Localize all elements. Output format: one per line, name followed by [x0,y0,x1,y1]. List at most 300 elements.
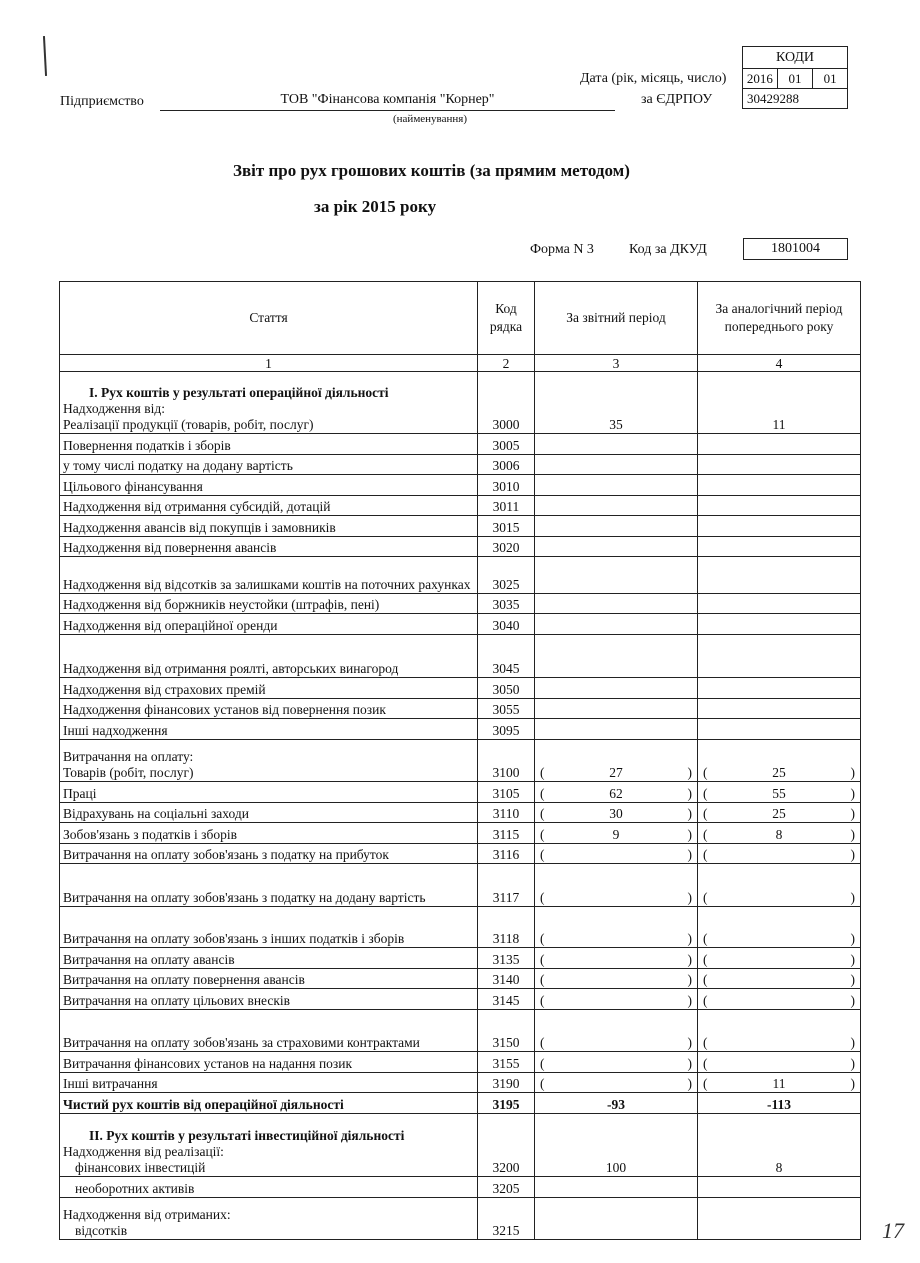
row-code: 3190 [478,1073,535,1093]
close-paren: ) [687,847,692,862]
parenthesized-value [701,890,857,906]
article-cell [60,1052,478,1073]
article-text: необоротних активів [75,1181,195,1196]
dkud-code: 1801004 [743,238,848,260]
dkud-label: Код за ДКУД [629,242,707,257]
previous-value-cell [698,864,861,907]
article-text: Чистий рух коштів від операційної діяльності [63,1097,344,1112]
previous-value-cell [698,803,861,823]
article-text: Зобов'язань з податків і зборів [63,827,237,842]
article-text: Повернення податків і зборів [63,438,231,453]
report-subtitle: за рік 2015 року [314,197,437,216]
open-paren: ( [540,847,545,862]
close-paren: ) [850,847,855,862]
article-text: Витрачання на оплату зобов'язань з податку на додану вартість [63,890,426,905]
close-paren: ) [850,1056,855,1071]
current-value-cell [535,803,698,823]
parenthesized-value [538,1035,694,1051]
open-paren: ( [703,952,708,967]
table-row [60,678,861,699]
open-paren: ( [703,931,708,946]
article-cell [60,948,478,969]
parenthesized-value [701,972,857,988]
article-text: фінансових інвестицій [75,1160,206,1175]
table-row [60,1198,861,1240]
row-code: 3155 [478,1052,535,1073]
row-code: 3006 [478,455,535,475]
close-paren: ) [687,952,692,967]
cash-flow-table [59,281,861,1240]
article-text: Відрахувань на соціальні заходи [63,806,249,821]
article-text: Витрачання на оплату зобов'язань з інших податків і зборів [63,931,405,946]
current-value-cell [535,948,698,969]
parenthesized-value [701,1076,857,1092]
article-cell [60,782,478,803]
row-code: 3095 [478,719,535,740]
row-code: 3055 [478,699,535,719]
article-text: Надходження авансів від покупців і замовників [63,520,336,535]
previous-value-cell [698,740,861,782]
open-paren: ( [540,890,545,905]
article-cell [60,719,478,740]
article-cell [60,557,478,594]
row-code: 3000 [478,372,535,434]
table-row [60,614,861,635]
col-number: 3 [535,355,698,372]
open-paren: ( [540,827,545,842]
parenthesized-value [538,806,694,822]
table-row [60,1073,861,1093]
table-row [60,516,861,537]
close-paren: ) [850,890,855,905]
open-paren: ( [540,993,545,1008]
parenthesized-value [701,931,857,947]
article-cell [60,537,478,557]
parenthesized-value [538,993,694,1009]
current-value-cell [535,557,698,594]
table-row [60,372,861,434]
parenthesized-value [701,765,857,781]
article-cell [60,1073,478,1093]
report-title: Звіт про рух грошових коштів (за прямим методом) [233,161,630,180]
open-paren: ( [703,1076,708,1091]
open-paren: ( [540,972,545,987]
article-cell [60,1114,478,1177]
article-text: Надходження від відсотків за залишками коштів на поточних рахунках [63,577,471,592]
parenthesized-value [538,972,694,988]
table-row [60,594,861,614]
current-value-cell [535,1073,698,1093]
open-paren: ( [540,1076,545,1091]
article-text: Надходження від страхових премій [63,682,266,697]
table-row [60,1010,861,1052]
open-paren: ( [540,1056,545,1071]
open-paren: ( [540,765,545,780]
table-row [60,948,861,969]
parenthesized-value [701,847,857,863]
parenthesized-value [538,890,694,906]
close-paren: ) [850,931,855,946]
open-paren: ( [703,806,708,821]
article-text: Витрачання на оплату: [63,749,194,764]
previous-value: 11 [772,1076,786,1091]
close-paren: ) [850,786,855,801]
row-code: 3050 [478,678,535,699]
article-text: Надходження від повернення авансів [63,540,277,555]
table-row [60,864,861,907]
table-row [60,1093,861,1114]
codes-title: КОДИ [743,47,847,69]
article-text: Інші витрачання [63,1076,158,1091]
close-paren: ) [687,1076,692,1091]
edrpou-code: 30429288 [747,91,799,106]
row-code: 3005 [478,434,535,455]
table-row [60,740,861,782]
article-cell [60,614,478,635]
article-text: Надходження від операційної оренди [63,618,278,633]
article-text: Витрачання на оплату повернення авансів [63,972,305,987]
article-cell [60,635,478,678]
open-paren: ( [540,931,545,946]
current-value-cell [535,719,698,740]
table-row [60,635,861,678]
row-code: 3195 [478,1093,535,1114]
parenthesized-value [538,952,694,968]
header-current: За звітний період [535,282,698,355]
close-paren: ) [687,765,692,780]
parenthesized-value [538,847,694,863]
previous-value-cell [698,678,861,699]
previous-value-cell: 11 [698,372,861,434]
close-paren: ) [850,972,855,987]
row-code: 3118 [478,907,535,948]
open-paren: ( [703,827,708,842]
table-row [60,823,861,844]
form-label: Форма N 3 [530,242,594,257]
article-cell [60,455,478,475]
close-paren: ) [687,993,692,1008]
row-code: 3205 [478,1177,535,1198]
enterprise-label: Підприємство [60,94,144,109]
previous-value-cell [698,455,861,475]
current-value: 27 [609,765,623,780]
header-code: Код рядка [478,282,535,355]
date-year: 2016 [743,69,778,88]
row-code: 3215 [478,1198,535,1240]
open-paren: ( [703,847,708,862]
current-value-cell [535,1010,698,1052]
row-code: 3116 [478,844,535,864]
close-paren: ) [850,765,855,780]
row-code: 3150 [478,1010,535,1052]
open-paren: ( [703,1056,708,1071]
open-paren: ( [540,1035,545,1050]
col-number: 1 [60,355,478,372]
previous-value-cell [698,516,861,537]
previous-value-cell [698,782,861,803]
close-paren: ) [850,952,855,967]
parenthesized-value [701,993,857,1009]
article-cell [60,1093,478,1114]
row-code: 3200 [478,1114,535,1177]
close-paren: ) [850,1076,855,1091]
article-text: Надходження від отриманих: [63,1207,231,1222]
article-cell [60,475,478,496]
parenthesized-value [701,1035,857,1051]
previous-value-cell [698,496,861,516]
previous-value-cell [698,719,861,740]
open-paren: ( [703,972,708,987]
current-value-cell [535,434,698,455]
article-text: Реалізації продукції (товарів, робіт, послуг) [63,417,314,432]
row-code: 3040 [478,614,535,635]
article-cell [60,969,478,989]
article-text: у тому числі податку на додану вартість [63,458,293,473]
open-paren: ( [703,1035,708,1050]
previous-value-cell [698,1198,861,1240]
current-value-cell [535,537,698,557]
parenthesized-value [538,765,694,781]
current-value-cell [535,1198,698,1240]
current-value-cell: -93 [535,1093,698,1114]
table-row [60,557,861,594]
row-code: 3100 [478,740,535,782]
row-code: 3010 [478,475,535,496]
header-article: Стаття [60,282,478,355]
open-paren: ( [540,952,545,967]
current-value-cell [535,699,698,719]
previous-value-cell [698,434,861,455]
table-row [60,803,861,823]
codes-box [742,46,848,109]
open-paren: ( [703,765,708,780]
previous-value-cell [698,989,861,1010]
close-paren: ) [850,806,855,821]
previous-value-cell [698,1010,861,1052]
article-text: Надходження фінансових установ від повернення позик [63,702,386,717]
row-code: 3140 [478,969,535,989]
article-cell [60,594,478,614]
previous-value-cell [698,557,861,594]
article-text: Надходження від реалізації: [63,1144,224,1159]
close-paren: ) [687,890,692,905]
previous-value: 25 [772,765,786,780]
current-value-cell [535,969,698,989]
date-label: Дата (рік, місяць, число) [580,71,727,86]
row-code: 3035 [478,594,535,614]
article-cell [60,516,478,537]
previous-value-cell [698,1052,861,1073]
current-value-cell [535,1177,698,1198]
edrpou-label: за ЄДРПОУ [641,92,713,107]
close-paren: ) [850,827,855,842]
open-paren: ( [540,786,545,801]
article-cell [60,496,478,516]
row-code: 3015 [478,516,535,537]
previous-value: 55 [772,786,786,801]
col-number: 4 [698,355,861,372]
article-cell [60,1198,478,1240]
current-value-cell [535,864,698,907]
current-value-cell [535,782,698,803]
open-paren: ( [703,890,708,905]
article-text: Інші надходження [63,723,168,738]
table-row [60,537,861,557]
previous-value-cell [698,948,861,969]
current-value-cell [535,635,698,678]
table-row [60,434,861,455]
previous-value: 8 [775,827,783,842]
open-paren: ( [540,806,545,821]
enterprise-underline [160,110,615,111]
close-paren: ) [687,827,692,842]
current-value-cell [535,496,698,516]
previous-value-cell [698,844,861,864]
current-value: 30 [609,806,623,821]
article-cell [60,372,478,434]
row-code: 3115 [478,823,535,844]
row-code: 3011 [478,496,535,516]
table-row [60,844,861,864]
article-cell [60,844,478,864]
table-row [60,907,861,948]
current-value-cell: 100 [535,1114,698,1177]
article-cell [60,699,478,719]
previous-value-cell [698,537,861,557]
article-cell [60,740,478,782]
article-text: Витрачання на оплату цільових внесків [63,993,291,1008]
article-cell [60,803,478,823]
close-paren: ) [687,931,692,946]
close-paren: ) [850,993,855,1008]
article-cell [60,434,478,455]
current-value-cell [535,907,698,948]
previous-value-cell [698,907,861,948]
parenthesized-value [701,952,857,968]
row-code: 3020 [478,537,535,557]
current-value-cell [535,1052,698,1073]
article-text: Витрачання на оплату зобов'язань з податку на прибуток [63,847,389,862]
current-value-cell: 35 [535,372,698,434]
close-paren: ) [687,806,692,821]
current-value: 9 [612,827,620,842]
parenthesized-value [538,786,694,802]
article-cell [60,864,478,907]
close-paren: ) [850,1035,855,1050]
parenthesized-value [701,827,857,843]
previous-value: 25 [772,806,786,821]
article-text: Витрачання на оплату авансів [63,952,235,967]
previous-value-cell [698,969,861,989]
date-codes-row [743,69,847,89]
close-paren: ) [687,1035,692,1050]
article-cell [60,1177,478,1198]
parenthesized-value [701,1056,857,1072]
parenthesized-value [538,1056,694,1072]
previous-value-cell [698,1177,861,1198]
table-row [60,1052,861,1073]
col-number: 2 [478,355,535,372]
article-text: Надходження від: [63,401,165,416]
date-month: 01 [778,69,814,88]
row-code: 3025 [478,557,535,594]
current-value-cell [535,594,698,614]
row-code: 3117 [478,864,535,907]
article-text: Надходження від боржників неустойки (штрафів, пені) [63,597,380,612]
table-body [60,372,861,1240]
table-row [60,475,861,496]
previous-value-cell [698,614,861,635]
row-code: 3110 [478,803,535,823]
previous-value-cell [698,823,861,844]
close-paren: ) [687,1056,692,1071]
article-text: Праці [63,786,97,801]
article-text: Витрачання на оплату зобов'язань за страховими контрактами [63,1035,420,1050]
row-code: 3135 [478,948,535,969]
margin-mark [43,36,47,76]
header-row [60,282,861,355]
article-text: Цільового фінансування [63,479,203,494]
article-text: Надходження від отримання роялті, авторських винагород [63,661,399,676]
article-cell [60,989,478,1010]
previous-value-cell [698,475,861,496]
current-value-cell [535,455,698,475]
table-row [60,1114,861,1177]
enterprise-caption: (найменування) [393,113,467,125]
open-paren: ( [703,786,708,801]
article-cell [60,678,478,699]
current-value-cell [535,844,698,864]
parenthesized-value [701,806,857,822]
row-code: 3105 [478,782,535,803]
close-paren: ) [687,972,692,987]
current-value-cell [535,516,698,537]
previous-value-cell [698,635,861,678]
article-cell [60,1010,478,1052]
previous-value-cell: -113 [698,1093,861,1114]
parenthesized-value [538,1076,694,1092]
row-code: 3145 [478,989,535,1010]
current-value-cell [535,475,698,496]
article-cell [60,907,478,948]
table-row [60,782,861,803]
enterprise-name: ТОВ "Фінансова компанія "Корнер" [280,92,495,107]
article-text: II. Рух коштів у результаті інвестиційної діяльності [89,1128,405,1143]
current-value: 62 [609,786,623,801]
article-text: відсотків [75,1223,128,1238]
article-cell [60,823,478,844]
open-paren: ( [703,993,708,1008]
article-text: Товарів (робіт, послуг) [63,765,194,780]
close-paren: ) [687,786,692,801]
table-row [60,969,861,989]
table-row [60,989,861,1010]
table-row [60,455,861,475]
previous-value-cell [698,699,861,719]
previous-value-cell [698,1073,861,1093]
column-number-row [60,355,861,372]
row-code: 3045 [478,635,535,678]
current-value-cell [535,823,698,844]
page-mark: 17 [882,1218,904,1243]
parenthesized-value [538,931,694,947]
article-text: I. Рух коштів у результаті операційної діяльності [89,385,389,400]
table-row [60,1177,861,1198]
parenthesized-value [538,827,694,843]
header-previous: За аналогічний період попереднього року [698,282,861,355]
current-value-cell [535,614,698,635]
article-text: Витрачання фінансових установ на надання позик [63,1056,353,1071]
